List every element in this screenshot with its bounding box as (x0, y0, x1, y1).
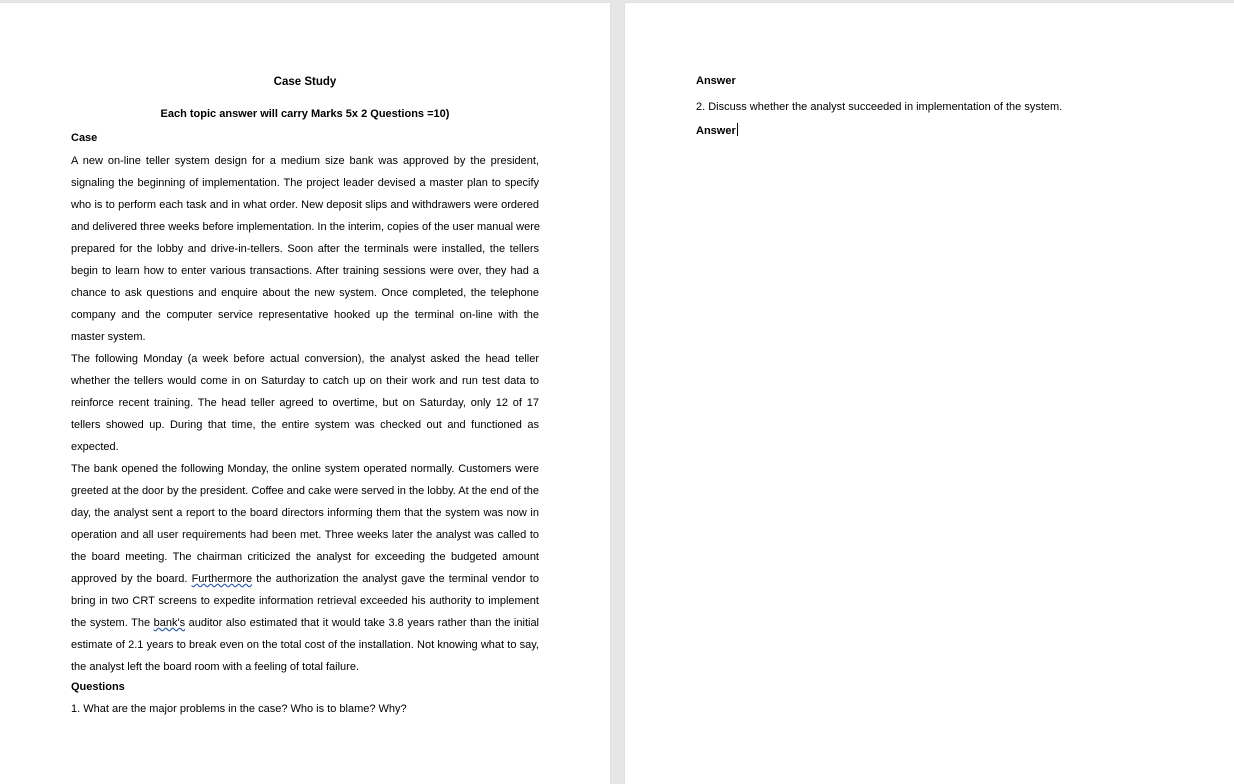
case-heading: Case (71, 132, 98, 144)
text-line: whether the tellers would come in on Saturday to catch up on their work and run test data to (71, 375, 539, 387)
questions-heading: Questions (71, 681, 125, 693)
text-line: A new on-line teller system design for a medium size bank was approved by the president, (71, 155, 539, 167)
text-line: tellers showed up. During that time, the entire system was checked out and functioned as (71, 419, 539, 431)
text-line: reinforce recent training. The head teller agreed to overtime, but on Saturday, only 12 of 17 (71, 397, 539, 409)
text-line: the analyst left the board room with a feeling of total failure. (71, 661, 359, 673)
text-run: approved by the board. (71, 573, 192, 585)
case-paragraph-3 (71, 458, 539, 678)
spelling-flagged-word[interactable]: bank's (153, 617, 186, 629)
answer-label-1: Answer (696, 75, 736, 87)
case-paragraph-1 (71, 150, 539, 348)
text-line: expected. (71, 441, 119, 453)
question-1: 1. What are the major problems in the case? Who is to blame? Why? (71, 703, 407, 715)
answer-label-2[interactable] (696, 123, 738, 137)
text-run: the authorization the analyst gave the terminal vendor to (252, 573, 539, 585)
spelling-flagged-word[interactable]: Furthermore (191, 573, 253, 585)
text-line: chance to ask questions and enquire about the new system. Once completed, the telephone (71, 287, 539, 299)
text-line: operation and all user requirements had been met. Three weeks later the analyst was called to (71, 529, 539, 541)
text-line: The bank opened the following Monday, the online system operated normally. Customers were (71, 463, 539, 475)
text-line: the board meeting. The chairman criticized the analyst for exceeding the budgeted amount (71, 551, 539, 563)
text-line: company and the computer service representative hooked up the terminal on-line with the (71, 309, 539, 321)
text-line: greeted at the door by the president. Coffee and cake were served in the lobby. At the end of the (71, 485, 540, 497)
text-line: begin to learn how to enter various transactions. After training sessions were over, they had a (71, 265, 539, 277)
text-line: and delivered three weeks before implementation. In the interim, copies of the user manual were (71, 221, 540, 233)
text-line: day, the analyst sent a report to the board directors informing them that the system was now in (71, 507, 539, 519)
question-2: 2. Discuss whether the analyst succeeded in implementation of the system. (696, 101, 1063, 113)
case-paragraph-2 (71, 348, 539, 458)
text-run: the system. The (71, 617, 154, 629)
text-line (71, 612, 539, 634)
text-line: bring in two CRT screens to expedite information retrieval exceeded his authority to implement (71, 595, 539, 607)
text-line: The following Monday (a week before actual conversion), the analyst asked the head teller (71, 353, 539, 365)
answer-label-text: Answer (696, 125, 736, 137)
text-line: prepared for the lobby and drive-in-tellers. Soon after the terminals were installed, the tellers (71, 243, 539, 255)
text-run: auditor also estimated that it would take 3.8 years rather than the initial (185, 617, 540, 629)
text-line (71, 568, 539, 590)
text-line: signaling the beginning of implementation. The project leader devised a master plan to specify (71, 177, 539, 189)
text-line: master system. (71, 331, 146, 343)
case-study-title: Case Study (273, 76, 337, 88)
document-page-2[interactable] (625, 3, 1234, 784)
text-line: estimate of 2.1 years to break even on the total cost of the installation. Not knowing what to say, (71, 639, 539, 651)
marks-subtitle: Each topic answer will carry Marks 5x 2 Questions =10) (160, 108, 450, 120)
text-line: who is to perform each task and in what order. New deposit slips and withdrawers were ordered (71, 199, 539, 211)
document-page-1[interactable] (0, 3, 610, 784)
text-cursor (737, 123, 738, 136)
